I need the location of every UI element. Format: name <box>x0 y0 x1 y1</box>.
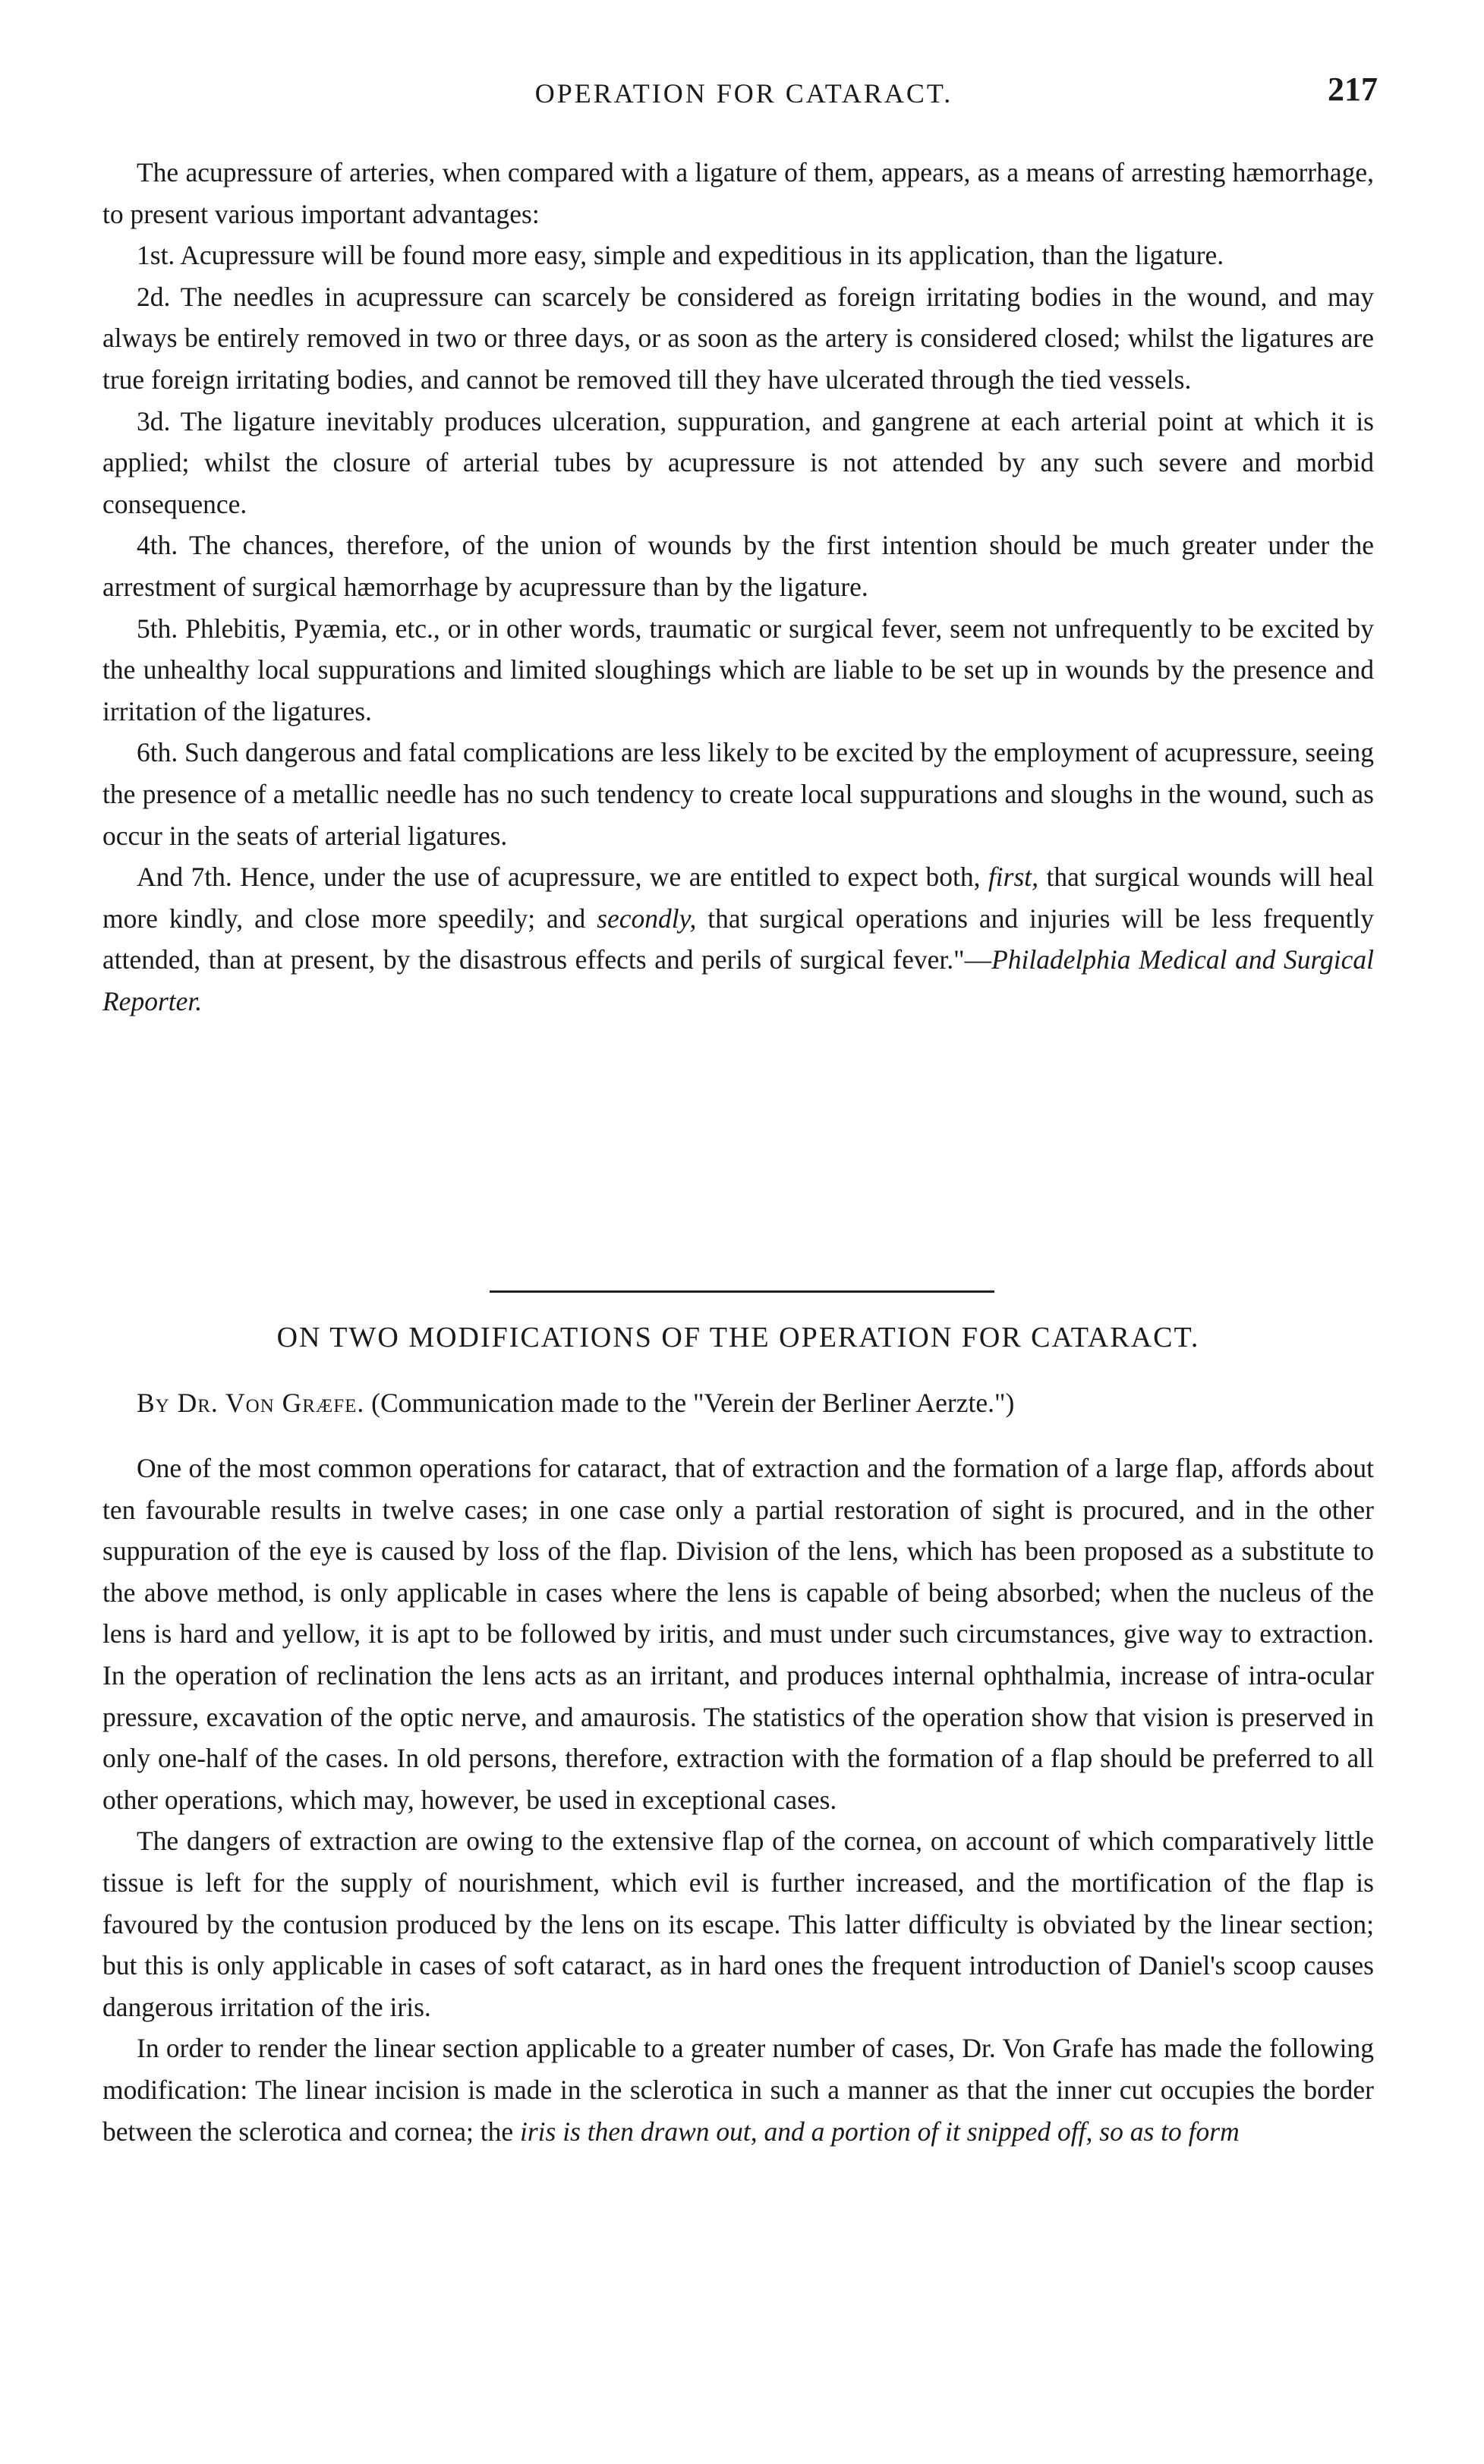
byline-author: By Dr. Von Græfe. <box>137 1388 365 1418</box>
text-run: In order to render the linear section applicable to a greater number of cases, Dr. Von Grafe has made the following modification: The linear incision is made in the sclerotica in such a manner as that the inner cut occupies the border between the sclerotica and cornea; the <box>102 2033 1374 2147</box>
text-run: that surgical wounds will heal more kindly, and close more speedily; and <box>102 862 1374 934</box>
paragraph-body-2: The dangers of extraction are owing to the extensive flap of the cornea, on account of which comparatively little tissue is left for the supply of nourishment, which evil is further increased, and the mortification of the flap is favoured by the contusion produced by the lens on its escape. This latter difficulty is obviated by the linear section; but this is only applicable in cases of soft cataract, as in hard ones the frequent introduction of Daniel's scoop causes dangerous irritation of the iris. <box>102 1826 1374 2022</box>
running-head <box>102 70 1385 115</box>
italic-secondly: secondly, <box>597 903 697 934</box>
page-number: 217 <box>1328 71 1378 108</box>
paragraph-first: 1st. Acupressure will be found more easy, simple and expeditious in its application, than the ligature. <box>137 240 1224 271</box>
text-run: And 7th. Hence, under the use of acupressure, we are entitled to expect both, <box>137 862 988 893</box>
byline-note: (Communication made to the "Verein der Berliner Aerzte.") <box>371 1388 1015 1418</box>
byline <box>102 1387 1374 1419</box>
article-title: ON TWO MODIFICATIONS OF THE OPERATION FOR CATARACT. <box>276 1322 1200 1353</box>
acupressure-section <box>102 152 1374 1022</box>
paragraph-fifth: 5th. Phlebitis, Pyæmia, etc., or in other words, traumatic or surgical fever, seem not unfrequently to be excited by the unhealthy local suppurations and limited sloughings which are liable to be set up in wounds by the presence and irritation of the ligatures. <box>102 613 1374 726</box>
paragraph-intro: The acupressure of arteries, when compared with a ligature of them, appears, as a means of arresting hæmorrhage, to present various important advantages: <box>102 157 1374 229</box>
cataract-section <box>102 1448 1374 2152</box>
text-run: that surgical operations and injuries will be less frequently attended, than at present, by the disastrous effects and perils of surgical fever."— <box>102 903 1374 975</box>
section-divider <box>490 1290 994 1293</box>
paragraph-sixth: 6th. Such dangerous and fatal complications are less likely to be excited by the employment of acupressure, seeing the presence of a metallic needle has no such tendency to create local suppurations and sloughs in the wound, such as occur in the seats of arterial ligatures. <box>102 737 1374 851</box>
paragraph-third: 3d. The ligature inevitably produces ulceration, suppuration, and gangrene at each arterial point at which it is applied; whilst the closure of arterial tubes by acupressure is not attended by any such severe and morbid consequence. <box>102 405 1374 519</box>
paragraph-body-3 <box>102 2028 1374 2152</box>
paragraph-second: 2d. The needles in acupressure can scarcely be considered as foreign irritating bodies in the wound, and may always be entirely removed in two or three days, or as soon as the artery is considered closed; whilst the ligatures are true foreign irritating bodies, and cannot be removed till they have ulcerated through the tied vessels. <box>102 281 1374 395</box>
italic-first: first, <box>988 862 1039 893</box>
paragraph-seventh <box>102 856 1374 1022</box>
paragraph-body-1: One of the most common operations for cataract, that of extraction and the formation of a large flap, affords about ten favourable results in twelve cases; in one case only a partial restoration of sight is procured, and in the other suppuration of the eye is caused by loss of the flap. Division of the lens, which has been proposed as a substitute to the above method, is only applicable in cases where the lens is capable of being absorbed; when the nucleus of the lens is hard and yellow, it is apt to be followed by iritis, and must under such circumstances, give way to extraction. In the operation of reclination the lens acts as an irritant, and produces internal ophthalmia, increase of intra-ocular pressure, excavation of the optic nerve, and amaurosis. The statistics of the operation show that vision is preserved in only one-half of the cases. In old persons, therefore, extraction with the formation of a flap should be preferred to all other operations, which may, however, be used in exceptional cases. <box>102 1453 1374 1815</box>
running-title: OPERATION FOR CATARACT. <box>534 78 953 109</box>
italic-run: iris is then drawn out, and a portion of it snipped off, so as to form <box>519 2116 1240 2147</box>
paragraph-fourth: 4th. The chances, therefore, of the union of wounds by the first intention should be much greater under the arrestment of surgical hæmorrhage by acupressure than by the ligature. <box>102 530 1374 602</box>
source-citation: Philadelphia Medical and Surgical Reporter. <box>102 944 1374 1016</box>
